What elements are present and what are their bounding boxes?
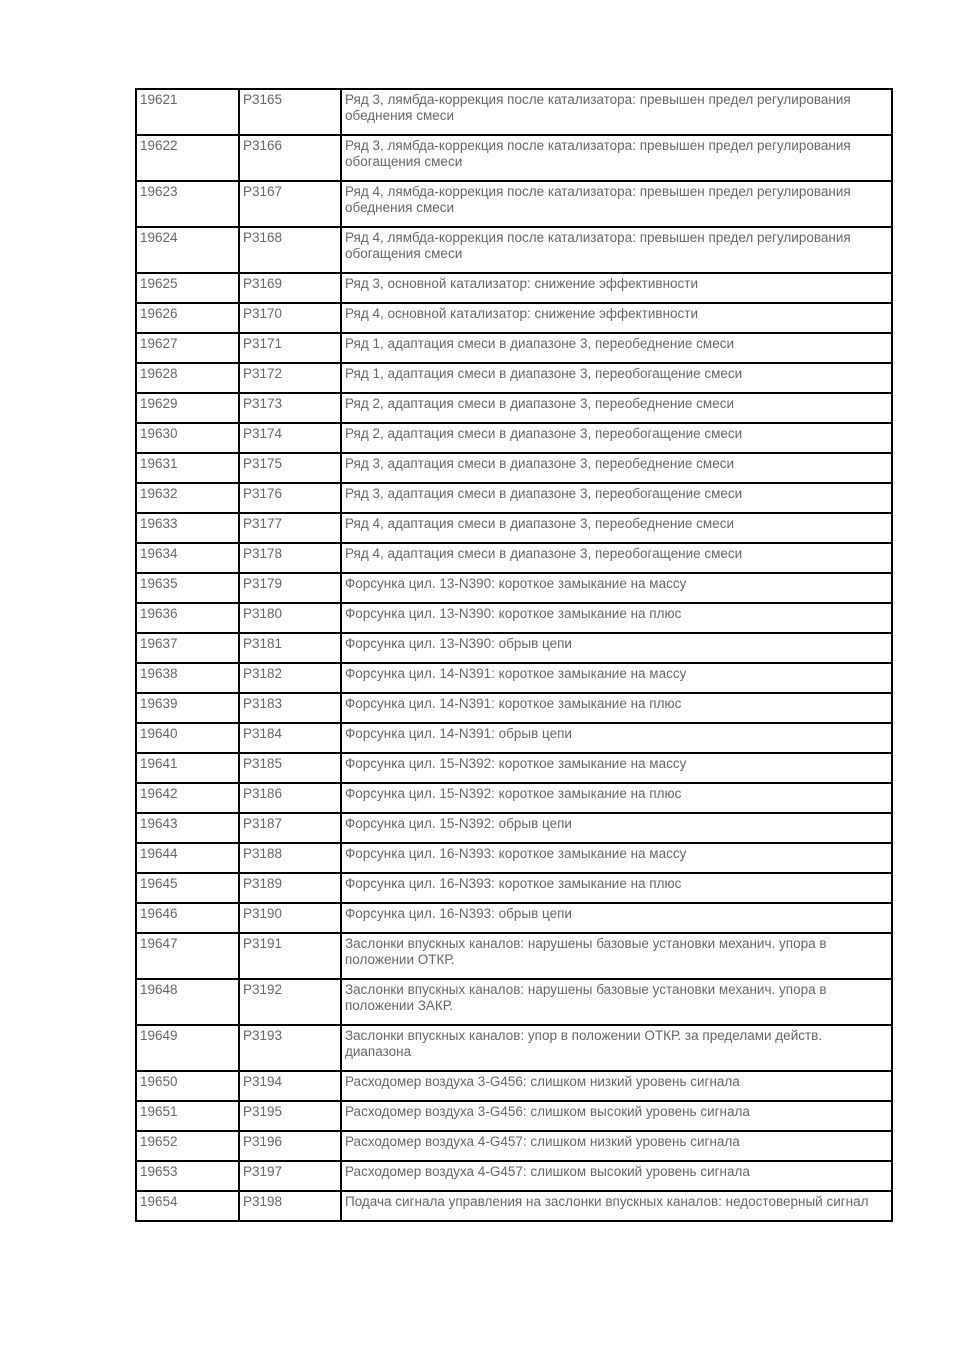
description-cell: Форсунка цил. 14-N391: короткое замыкание на плюс [341,693,892,723]
code-cell: 19652 [136,1131,239,1161]
code-cell: 19643 [136,813,239,843]
table-row [136,813,892,843]
table-row [136,693,892,723]
description-cell: Ряд 2, адаптация смеси в диапазоне 3, переобеднение смеси [341,393,892,423]
pcode-cell: P3195 [239,1101,341,1131]
pcode-cell: P3186 [239,783,341,813]
description-cell: Ряд 2, адаптация смеси в диапазоне 3, переобогащение смеси [341,423,892,453]
pcode-cell: P3193 [239,1025,341,1071]
table-row [136,1025,892,1071]
description-cell: Ряд 4, адаптация смеси в диапазоне 3, переобеднение смеси [341,513,892,543]
code-cell: 19638 [136,663,239,693]
pcode-cell: P3179 [239,573,341,603]
description-cell: Форсунка цил. 16-N393: обрыв цепи [341,903,892,933]
code-cell: 19630 [136,423,239,453]
pcode-cell: P3173 [239,393,341,423]
table-row [136,1071,892,1101]
table-row [136,135,892,181]
description-cell: Форсунка цил. 15-N392: короткое замыкание на плюс [341,783,892,813]
description-cell: Заслонки впускных каналов: нарушены базовые установки механич. упора в положении ОТКР. [341,933,892,979]
description-cell: Ряд 4, лямбда-коррекция после катализатора: превышен предел регулирования обогащения смеси [341,227,892,273]
description-cell: Форсунка цил. 13-N390: короткое замыкание на плюс [341,603,892,633]
pcode-cell: P3178 [239,543,341,573]
pcode-cell: P3172 [239,363,341,393]
description-cell: Ряд 1, адаптация смеси в диапазоне 3, переобогащение смеси [341,363,892,393]
code-cell: 19645 [136,873,239,903]
code-cell: 19633 [136,513,239,543]
pcode-cell: P3166 [239,135,341,181]
description-cell: Расходомер воздуха 4-G457: слишком высокий уровень сигнала [341,1161,892,1191]
code-cell: 19640 [136,723,239,753]
pcode-cell: P3177 [239,513,341,543]
table-row [136,933,892,979]
table-row [136,1101,892,1131]
pcode-cell: P3174 [239,423,341,453]
code-cell: 19628 [136,363,239,393]
description-cell: Форсунка цил. 13-N390: обрыв цепи [341,633,892,663]
description-cell: Форсунка цил. 15-N392: короткое замыкание на массу [341,753,892,783]
description-cell: Форсунка цил. 13-N390: короткое замыкание на массу [341,573,892,603]
code-cell: 19649 [136,1025,239,1071]
code-cell: 19634 [136,543,239,573]
table-row [136,843,892,873]
description-cell: Заслонки впускных каналов: нарушены базовые установки механич. упора в положении ЗАКР. [341,979,892,1025]
pcode-cell: P3176 [239,483,341,513]
code-cell: 19631 [136,453,239,483]
table-row [136,873,892,903]
code-cell: 19636 [136,603,239,633]
description-cell: Ряд 3, лямбда-коррекция после катализатора: превышен предел регулирования обеднения смеси [341,89,892,135]
pcode-cell: P3180 [239,603,341,633]
pcode-cell: P3189 [239,873,341,903]
table-row [136,363,892,393]
description-cell: Форсунка цил. 14-N391: обрыв цепи [341,723,892,753]
table-row [136,753,892,783]
table-row [136,723,892,753]
pcode-cell: P3170 [239,303,341,333]
description-cell: Форсунка цил. 16-N393: короткое замыкание на плюс [341,873,892,903]
pcode-cell: P3192 [239,979,341,1025]
code-cell: 19646 [136,903,239,933]
code-cell: 19632 [136,483,239,513]
pcode-cell: P3183 [239,693,341,723]
table-row [136,273,892,303]
code-cell: 19647 [136,933,239,979]
table-row [136,543,892,573]
table-row [136,903,892,933]
table-row [136,603,892,633]
table-row [136,333,892,363]
description-cell: Ряд 1, адаптация смеси в диапазоне 3, переобеднение смеси [341,333,892,363]
description-cell: Ряд 3, адаптация смеси в диапазоне 3, переобогащение смеси [341,483,892,513]
table-row [136,573,892,603]
code-cell: 19637 [136,633,239,663]
description-cell: Расходомер воздуха 3-G456: слишком высокий уровень сигнала [341,1101,892,1131]
table-row [136,227,892,273]
code-cell: 19641 [136,753,239,783]
pcode-cell: P3165 [239,89,341,135]
dtc-code-table [135,88,893,1222]
pcode-cell: P3185 [239,753,341,783]
description-cell: Ряд 4, лямбда-коррекция после катализатора: превышен предел регулирования обеднения смеси [341,181,892,227]
dtc-table-body [136,89,892,1221]
pcode-cell: P3169 [239,273,341,303]
pcode-cell: P3171 [239,333,341,363]
pcode-cell: P3188 [239,843,341,873]
pcode-cell: P3168 [239,227,341,273]
description-cell: Ряд 3, адаптация смеси в диапазоне 3, переобеднение смеси [341,453,892,483]
code-cell: 19650 [136,1071,239,1101]
table-row [136,1161,892,1191]
pcode-cell: P3190 [239,903,341,933]
table-row [136,783,892,813]
code-cell: 19654 [136,1191,239,1221]
pcode-cell: P3167 [239,181,341,227]
code-cell: 19622 [136,135,239,181]
description-cell: Форсунка цил. 15-N392: обрыв цепи [341,813,892,843]
code-cell: 19621 [136,89,239,135]
pcode-cell: P3194 [239,1071,341,1101]
table-row [136,453,892,483]
description-cell: Форсунка цил. 16-N393: короткое замыкание на массу [341,843,892,873]
code-cell: 19653 [136,1161,239,1191]
pcode-cell: P3198 [239,1191,341,1221]
description-cell: Ряд 4, адаптация смеси в диапазоне 3, переобогащение смеси [341,543,892,573]
description-cell: Расходомер воздуха 4-G457: слишком низкий уровень сигнала [341,1131,892,1161]
description-cell: Ряд 4, основной катализатор: снижение эффективности [341,303,892,333]
code-cell: 19624 [136,227,239,273]
pcode-cell: P3187 [239,813,341,843]
table-row [136,663,892,693]
code-cell: 19644 [136,843,239,873]
table-row [136,393,892,423]
pcode-cell: P3197 [239,1161,341,1191]
description-cell: Ряд 3, основной катализатор: снижение эффективности [341,273,892,303]
pcode-cell: P3175 [239,453,341,483]
pcode-cell: P3191 [239,933,341,979]
table-row [136,1131,892,1161]
description-cell: Ряд 3, лямбда-коррекция после катализатора: превышен предел регулирования обогащения смеси [341,135,892,181]
table-row [136,513,892,543]
code-cell: 19627 [136,333,239,363]
code-cell: 19623 [136,181,239,227]
pcode-cell: P3184 [239,723,341,753]
table-row [136,89,892,135]
code-cell: 19635 [136,573,239,603]
table-row [136,1191,892,1221]
table-row [136,633,892,663]
pcode-cell: P3181 [239,633,341,663]
pcode-cell: P3182 [239,663,341,693]
code-cell: 19625 [136,273,239,303]
code-cell: 19626 [136,303,239,333]
code-cell: 19648 [136,979,239,1025]
description-cell: Форсунка цил. 14-N391: короткое замыкание на массу [341,663,892,693]
code-cell: 19629 [136,393,239,423]
table-row [136,423,892,453]
code-cell: 19651 [136,1101,239,1131]
table-row [136,483,892,513]
code-cell: 19639 [136,693,239,723]
table-row [136,303,892,333]
code-cell: 19642 [136,783,239,813]
description-cell: Заслонки впускных каналов: упор в положении ОТКР. за пределами действ. диапазона [341,1025,892,1071]
table-row [136,979,892,1025]
description-cell: Подача сигнала управления на заслонки впускных каналов: недостоверный сигнал [341,1191,892,1221]
table-row [136,181,892,227]
description-cell: Расходомер воздуха 3-G456: слишком низкий уровень сигнала [341,1071,892,1101]
pcode-cell: P3196 [239,1131,341,1161]
